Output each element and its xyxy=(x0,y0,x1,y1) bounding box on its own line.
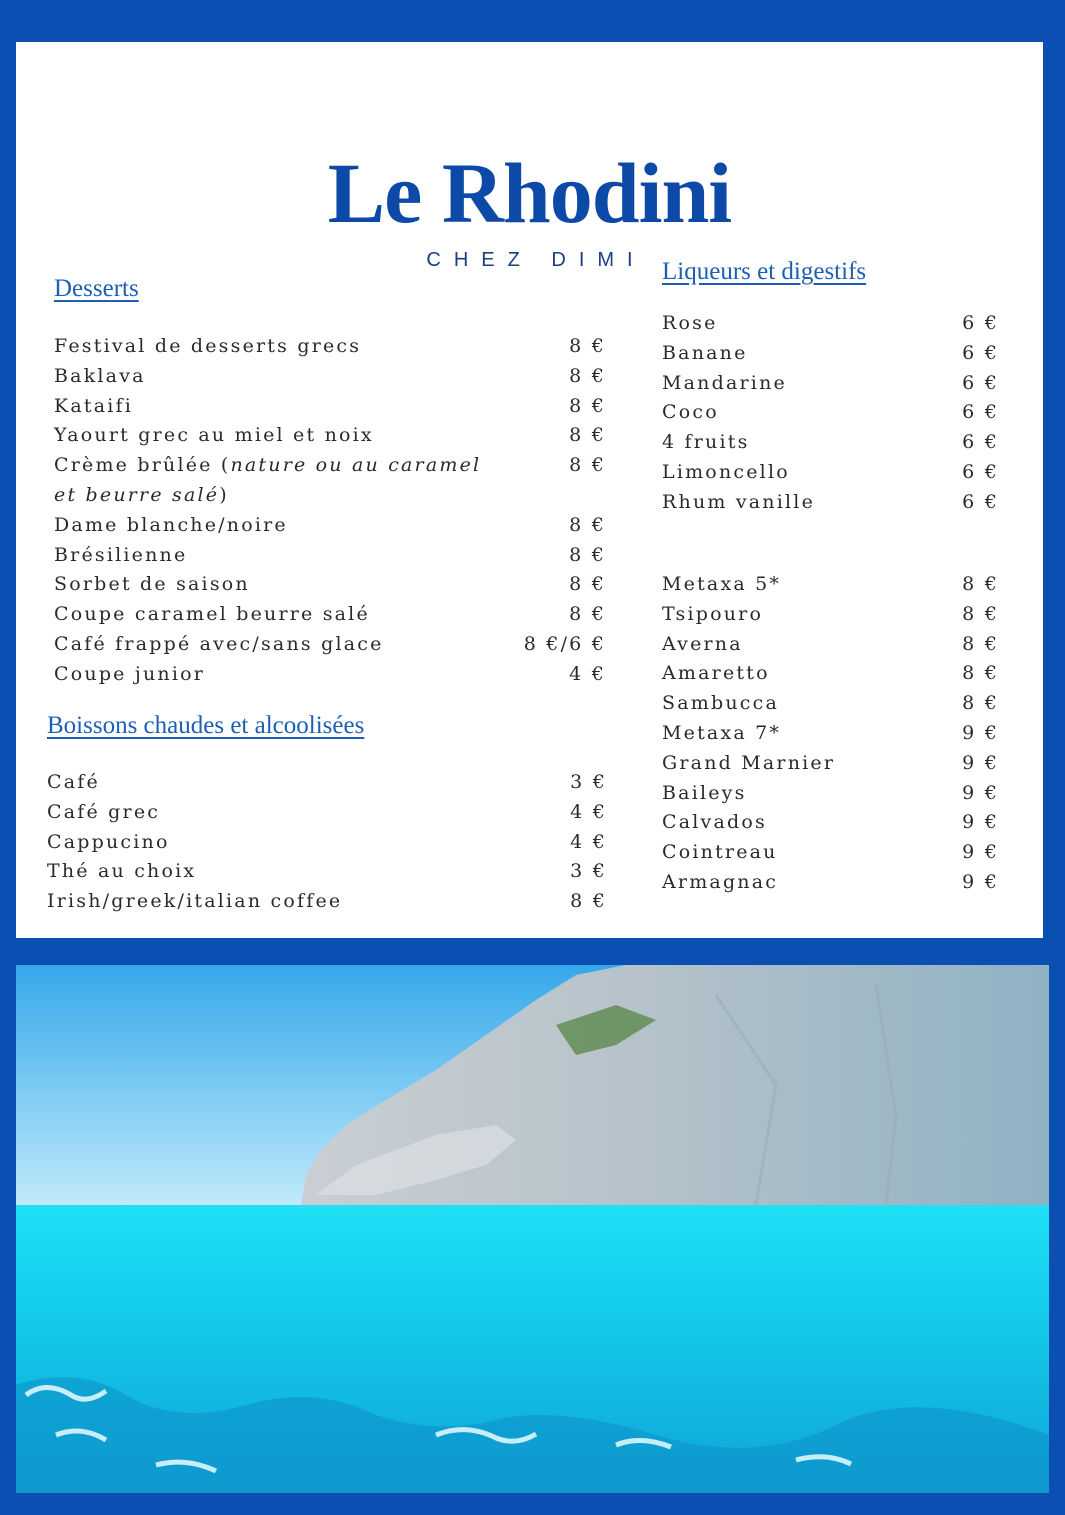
liqueur-item-price: 6 € xyxy=(962,341,999,364)
dessert-item-note: nature ou au caramel et beurre salé xyxy=(54,454,482,506)
dessert-item-price: 8 €/6 € xyxy=(523,632,606,655)
digestif-item xyxy=(662,600,999,630)
digestif-item xyxy=(662,689,999,719)
digestif-item xyxy=(662,808,999,838)
liqueur-item-name: Banane xyxy=(662,341,748,364)
sea-cliff-photo xyxy=(16,965,1049,1493)
liqueur-item-name: Mandarine xyxy=(662,371,787,394)
digestif-item-price: 9 € xyxy=(962,781,999,804)
dessert-item-price: 8 € xyxy=(569,543,606,566)
hot-drink-item xyxy=(47,857,607,887)
restaurant-title: Le Rhodini xyxy=(327,145,732,241)
hot-drink-item xyxy=(47,887,607,917)
dessert-item xyxy=(54,570,606,600)
liqueur-item-price: 6 € xyxy=(962,460,999,483)
digestif-item-price: 8 € xyxy=(962,662,999,685)
digestif-item-name: Baileys xyxy=(662,781,747,804)
liqueur-item-price: 6 € xyxy=(962,371,999,394)
digestif-item xyxy=(662,838,999,868)
liqueur-item-name: Coco xyxy=(662,401,719,424)
dessert-item-name: Coupe junior xyxy=(54,662,206,685)
liqueur-item-price: 6 € xyxy=(962,490,999,513)
digestif-item-price: 8 € xyxy=(962,602,999,625)
hot-drink-item xyxy=(47,828,607,858)
digestif-item-name: Calvados xyxy=(662,811,767,834)
dessert-item xyxy=(54,511,606,541)
digestif-item-name: Tsipouro xyxy=(662,602,764,625)
dessert-item-price: 8 € xyxy=(569,513,606,536)
dessert-item-price: 8 € xyxy=(569,424,606,447)
liqueur-item xyxy=(662,488,999,518)
digestif-item-name: Cointreau xyxy=(662,841,778,864)
hot-drink-item xyxy=(47,768,607,798)
dessert-item-price: 8 € xyxy=(569,573,606,596)
hot-drink-item-price: 3 € xyxy=(570,771,607,793)
liqueur-item-price: 6 € xyxy=(962,312,999,334)
digestif-item-price: 9 € xyxy=(962,811,999,834)
liqueur-item xyxy=(662,458,999,488)
dessert-item-note-close: ) xyxy=(219,483,229,506)
digestif-item-price: 9 € xyxy=(962,841,999,864)
dessert-item-name: Kataifi xyxy=(54,394,134,417)
restaurant-subtitle: CHEZ DIMI xyxy=(426,249,646,271)
dessert-item-name: Coupe caramel beurre salé xyxy=(54,603,370,626)
dessert-item-name: Sorbet de saison xyxy=(54,573,250,596)
dessert-item-price: 8 € xyxy=(569,394,606,417)
digestif-item xyxy=(662,749,999,779)
dessert-item-name: Café frappé avec/sans glace xyxy=(54,632,384,655)
menu-card xyxy=(16,42,1043,938)
digestif-item-price: 9 € xyxy=(962,721,999,744)
dessert-item xyxy=(54,392,606,422)
dessert-item xyxy=(54,332,606,362)
dessert-item xyxy=(54,630,606,660)
digestif-item-name: Grand Marnier xyxy=(662,751,836,774)
dessert-item-name-text: Crème brûlée ( xyxy=(54,454,231,477)
dessert-item-price: 8 € xyxy=(569,603,606,626)
digestif-item xyxy=(662,719,999,749)
digestif-item-price: 9 € xyxy=(962,751,999,774)
digestif-item-name: Metaxa 5* xyxy=(662,573,782,595)
dessert-item xyxy=(54,421,606,451)
liqueur-item xyxy=(662,428,999,458)
liqueur-item xyxy=(662,339,999,369)
hot-drink-item-name: Irish/greek/italian coffee xyxy=(47,890,343,913)
digestif-item-price: 8 € xyxy=(962,573,999,595)
hot-drink-item-name: Café xyxy=(47,771,100,793)
liqueur-item-name: Rose xyxy=(662,312,718,334)
dessert-item-name: Brésilienne xyxy=(54,543,188,566)
hot-drink-item-price: 4 € xyxy=(570,800,607,823)
dessert-item xyxy=(54,451,606,511)
hot-drink-item-name: Thé au choix xyxy=(47,860,197,883)
digestif-item xyxy=(662,570,999,600)
liqueur-item-name: Limoncello xyxy=(662,460,790,483)
digestif-item xyxy=(662,868,999,898)
hot-drink-item-price: 3 € xyxy=(570,860,607,883)
dessert-item-name: Festival de desserts grecs xyxy=(54,335,362,357)
hot-drinks-heading: Boissons chaudes et alcoolisées xyxy=(47,712,365,739)
liqueur-item xyxy=(662,398,999,428)
dessert-item-name: Yaourt grec au miel et noix xyxy=(54,424,374,447)
liqueur-item-price: 6 € xyxy=(962,401,999,424)
hot-drinks-list xyxy=(47,768,607,917)
hot-drink-item-name: Café grec xyxy=(47,800,161,823)
hot-drink-item xyxy=(47,798,607,828)
liqueurs-heading: Liqueurs et digestifs xyxy=(662,258,867,285)
liqueurs-list-2 xyxy=(662,570,999,898)
digestif-item xyxy=(662,630,999,660)
dessert-item-price: 8 € xyxy=(569,454,606,477)
dessert-item-name: Baklava xyxy=(54,364,146,387)
digestif-item-name: Sambucca xyxy=(662,692,779,715)
desserts-heading: Desserts xyxy=(54,275,139,302)
digestif-item-name: Armagnac xyxy=(662,870,779,893)
hot-drink-item-name: Cappucino xyxy=(47,830,170,853)
digestif-item-name: Averna xyxy=(662,632,743,655)
hot-drink-item-price: 4 € xyxy=(570,830,607,853)
dessert-item-price: 4 € xyxy=(569,662,606,685)
dessert-item-price: 8 € xyxy=(569,364,606,387)
liqueur-item-name: 4 fruits xyxy=(662,431,750,454)
dessert-item-price: 8 € xyxy=(569,335,606,357)
dessert-item-name: Dame blanche/noire xyxy=(54,513,288,536)
dessert-item xyxy=(54,600,606,630)
liqueur-item-name: Rhum vanille xyxy=(662,490,816,513)
digestif-item-name: Metaxa 7* xyxy=(662,721,782,744)
liqueur-item-price: 6 € xyxy=(962,431,999,454)
liqueur-item xyxy=(662,309,999,339)
desserts-list xyxy=(54,332,606,690)
digestif-item xyxy=(662,659,999,689)
liqueur-item xyxy=(662,369,999,399)
dessert-item xyxy=(54,541,606,571)
digestif-item-price: 8 € xyxy=(962,692,999,715)
digestif-item-price: 8 € xyxy=(962,632,999,655)
dessert-item xyxy=(54,362,606,392)
dessert-item xyxy=(54,660,606,690)
hot-drink-item-price: 8 € xyxy=(570,890,607,913)
dessert-item-name xyxy=(54,451,494,511)
digestif-item xyxy=(662,779,999,809)
digestif-item-name: Amaretto xyxy=(662,662,770,685)
digestif-item-price: 9 € xyxy=(962,870,999,893)
liqueurs-list-1 xyxy=(662,309,999,518)
